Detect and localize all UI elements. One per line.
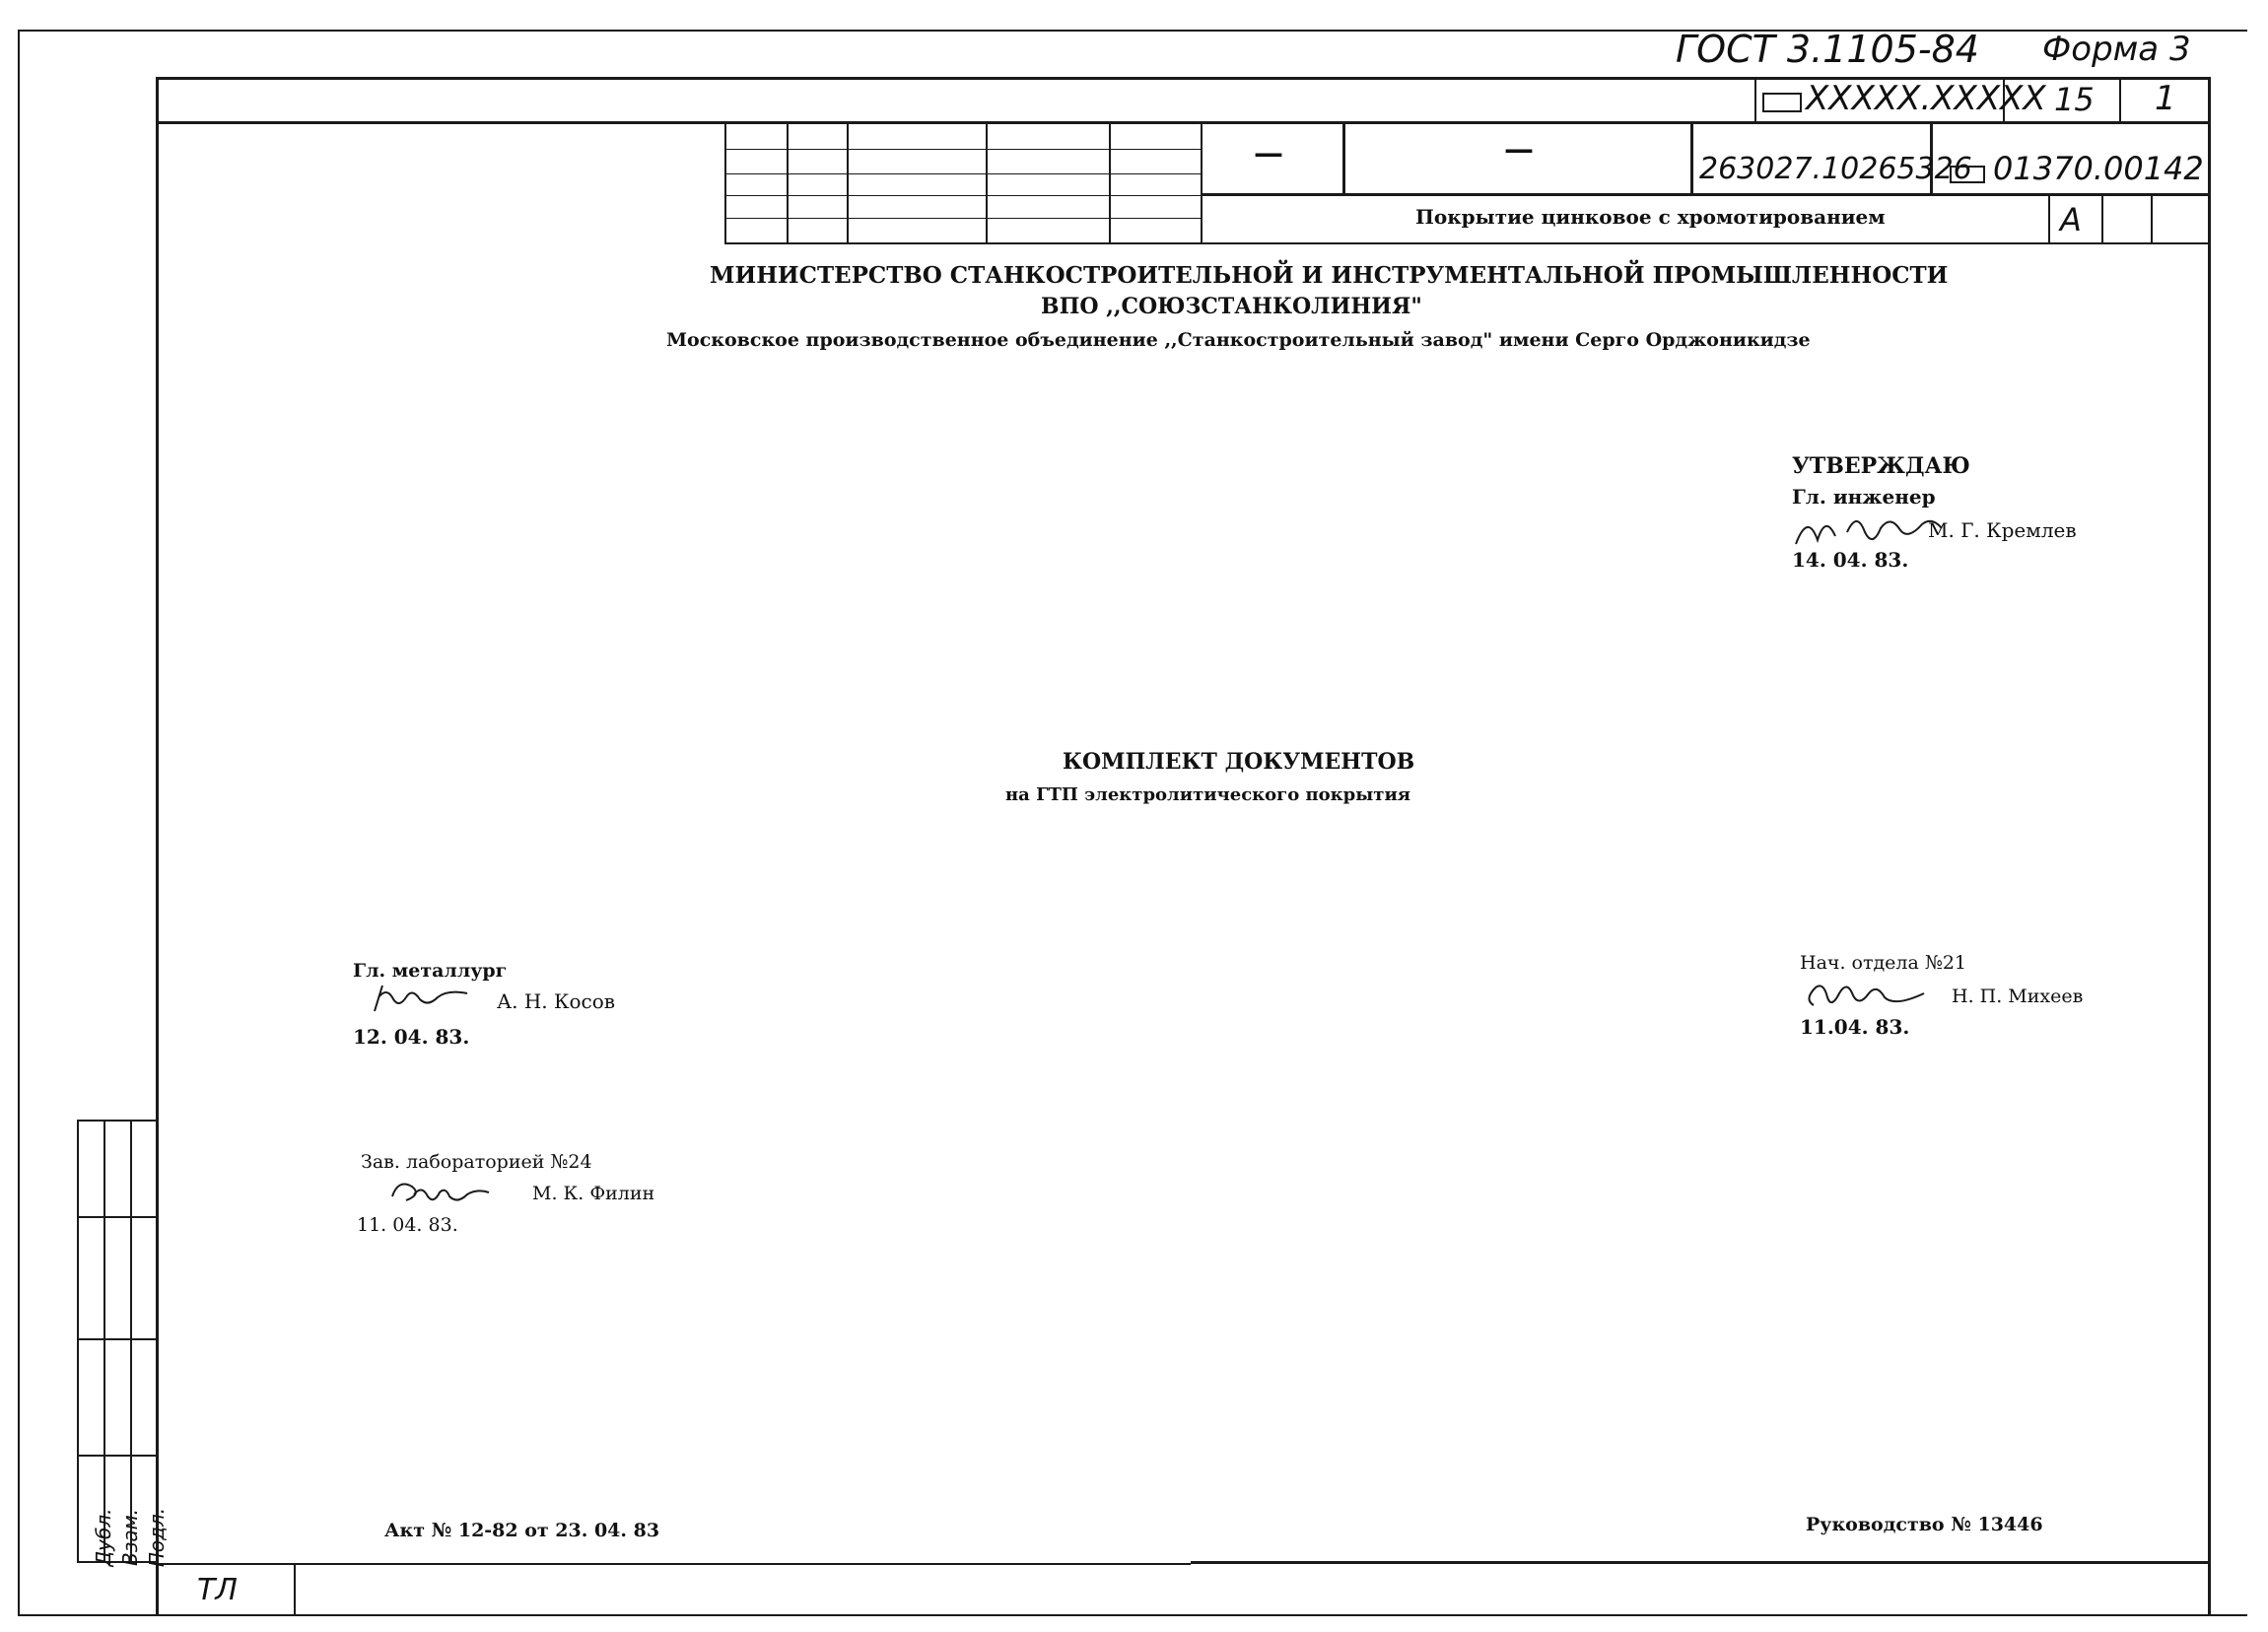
main-subtitle: на ГТП электролитического покрытия — [1005, 784, 1411, 805]
sheet-no: 1 — [2155, 79, 2176, 118]
doc-title: Покрытие цинковое с хромотированием — [1415, 205, 1886, 229]
approve-date: 14. 04. 83. — [1792, 548, 1909, 572]
header-row-div1 — [1754, 77, 1756, 123]
stamp-dash-2: — — [1504, 132, 1534, 167]
letter: А — [2060, 201, 2082, 238]
metallurg-role: Гл. металлург — [353, 960, 508, 982]
lab-role: Зав. лабораторией №24 — [361, 1151, 592, 1173]
approve-name: М. Г. Кремлев — [1928, 518, 2077, 542]
stamp-div-a — [1342, 121, 1345, 195]
dept-date: 11.04. 83. — [1800, 1015, 1910, 1039]
tl-divider — [294, 1565, 296, 1614]
dept-signature — [1800, 976, 1948, 1015]
approve-title: УТВЕРЖДАЮ — [1792, 453, 1970, 479]
vpo: ВПО ,,СОЮЗСТАНКОЛИНИЯ" — [1041, 294, 1422, 319]
stamp-div-letter-l — [2048, 195, 2050, 244]
side-dubl: Дубл. — [92, 1508, 115, 1567]
association: Московское производственное объединение ,,Станкостроительный завод" имени Серго Орджоникидзе — [666, 329, 1811, 351]
lab-signature — [384, 1173, 522, 1212]
stamp-bottom — [1203, 242, 2211, 244]
form-label: Форма 3 — [2042, 30, 2191, 69]
ministry: МИНИСТЕРСТВО СТАНКОСТРОИТЕЛЬНОЙ И ИНСТРУМЕНТАЛЬНОЙ ПРОМЫШЛЕННОСТИ — [710, 262, 1949, 289]
lab-name: М. К. Филин — [532, 1183, 655, 1204]
tl-label: ТЛ — [197, 1573, 238, 1607]
inner-frame-bottom-right — [1191, 1561, 2211, 1564]
metallurg-name: А. Н. Косов — [497, 989, 616, 1013]
inner-frame-bottom-left — [156, 1563, 1191, 1565]
stamp-top-row-bottom — [1203, 193, 2211, 196]
outer-frame-left — [18, 30, 20, 1616]
stamp-dash-1: — — [1254, 136, 1283, 170]
code-box-icon — [1762, 93, 1802, 112]
code-bottom: 01370.00142 — [1993, 150, 2204, 187]
doc-code: 263027.10265326 — [1699, 152, 1972, 186]
side-vzam: Взам. — [118, 1508, 142, 1567]
inner-frame-right — [2208, 77, 2211, 1614]
page-bottom — [18, 1614, 2247, 1616]
lab-date: 11. 04. 83. — [357, 1214, 458, 1236]
stamp-div-b — [1690, 121, 1693, 195]
metallurg-signature — [369, 980, 497, 1019]
dept-role: Нач. отдела №21 — [1800, 952, 1967, 974]
gost-label: ГОСТ 3.1105-84 — [1676, 28, 1979, 71]
change-grid — [724, 121, 1203, 244]
side-podl: Подл. — [145, 1507, 169, 1568]
stamp-div-letter-r — [2101, 195, 2103, 244]
dept-name: Н. П. Михеев — [1952, 986, 2084, 1007]
code-top: XXXXX.XXXXX — [1806, 79, 2046, 118]
stamp-div-letter-r2 — [2151, 195, 2153, 244]
metallurg-date: 12. 04. 83. — [353, 1025, 470, 1049]
guide-label: Руководство № 13446 — [1806, 1514, 2043, 1535]
sheets-total: 15 — [2054, 81, 2095, 118]
act-label: Акт № 12-82 от 23. 04. 83 — [384, 1520, 660, 1541]
main-title: КОМПЛЕКТ ДОКУМЕНТОВ — [1063, 749, 1415, 775]
approve-role: Гл. инженер — [1792, 485, 1936, 509]
header-row-div3 — [2119, 77, 2121, 123]
code-box-icon-2 — [1950, 166, 1985, 183]
